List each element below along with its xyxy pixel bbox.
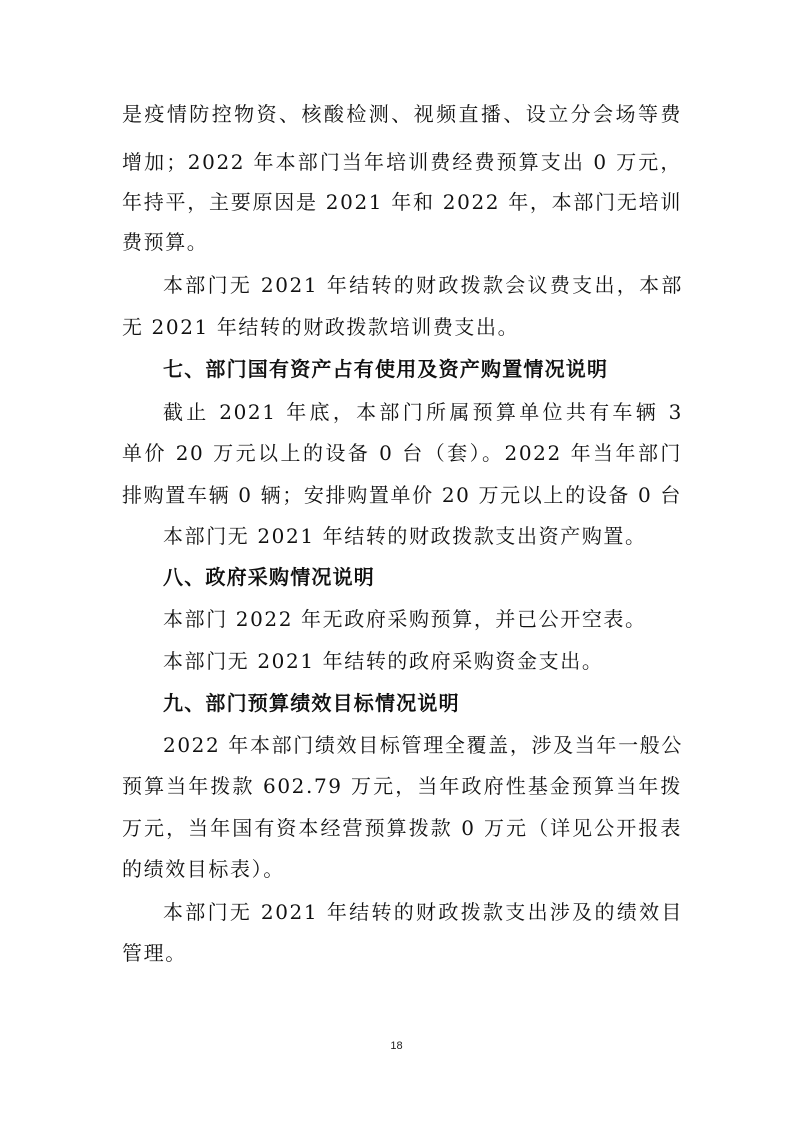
body-text-line: 年持平，主要原因是 2021 年和 2022 年，本部门无培训 — [122, 190, 682, 214]
body-text-line: 万元，当年国有资本经营预算拨款 0 万元（详见公开报表 — [122, 816, 682, 840]
body-text-line: 本部门无 2021 年结转的政府采购资金支出。 — [163, 649, 604, 673]
section-heading-procurement: 八、政府采购情况说明 — [163, 565, 375, 589]
body-text-line: 单价 20 万元以上的设备 0 台（套）。2022 年当年部门 — [122, 441, 682, 465]
body-text-line: 本部门无 2021 年结转的财政拨款支出涉及的绩效目 — [163, 900, 683, 924]
body-text-line: 预算当年拨款 602.79 万元，当年政府性基金预算当年拨 — [122, 774, 682, 798]
body-text-line: 排购置车辆 0 辆；安排购置单价 20 万元以上的设备 0 台 — [122, 483, 682, 507]
body-text-line: 管理。 — [122, 941, 187, 965]
body-text-line: 的绩效目标表）。 — [122, 857, 285, 881]
body-text-line: 本部门无 2021 年结转的财政拨款支出资产购置。 — [163, 524, 647, 548]
section-heading-performance: 九、部门预算绩效目标情况说明 — [163, 691, 460, 715]
body-text-line: 截止 2021 年底，本部门所属预算单位共有车辆 3 — [163, 400, 683, 424]
body-text-line: 2022 年本部门绩效目标管理全覆盖，涉及当年一般公 — [163, 733, 683, 757]
body-text-line: 增加；2022 年本部门当年培训费经费预算支出 0 万元， — [122, 150, 682, 174]
page-number: 18 — [390, 1040, 403, 1052]
body-text-line: 费预算。 — [122, 230, 209, 254]
body-text-line: 是疫情防控物资、核酸检测、视频直播、设立分会场等费 — [122, 102, 682, 126]
body-text-line: 本部门无 2021 年结转的财政拨款会议费支出，本部 — [163, 273, 683, 297]
body-text-line: 本部门 2022 年无政府采购预算，并已公开空表。 — [163, 607, 647, 631]
section-heading-assets: 七、部门国有资产占有使用及资产购置情况说明 — [163, 357, 609, 381]
body-text-line: 无 2021 年结转的财政拨款培训费支出。 — [122, 315, 520, 339]
